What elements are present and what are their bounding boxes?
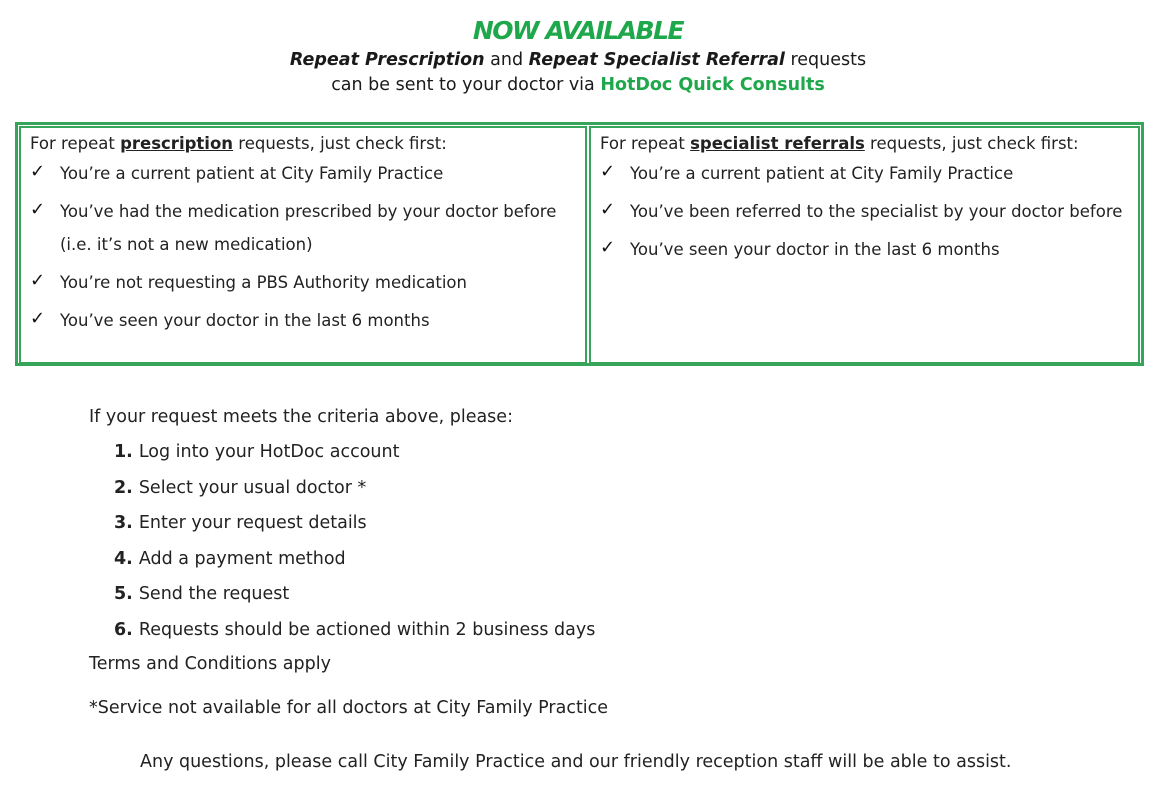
step-text: Send the request (138, 584, 290, 604)
step-number: 4. (114, 548, 133, 569)
checklist-item-text: You’re not requesting a PBS Authority medication (60, 273, 467, 292)
service-availability-note: *Service not available for all doctors at City Family Practice (89, 698, 609, 718)
repeat-prescription-label: Repeat Prescription (289, 50, 485, 70)
step-item (114, 581, 608, 607)
header-subtitle-line-1 (0, 48, 1156, 73)
step-number: 2. (114, 477, 133, 498)
step-text: Select your usual doctor * (138, 477, 367, 498)
heading-suffix: requests, just check first: (233, 134, 447, 153)
checklist-item-text: You’ve seen your doctor in the last 6 months (60, 311, 430, 330)
and-text: and (484, 50, 529, 70)
heading-prefix: For repeat (30, 134, 121, 153)
step-text: Requests should be actioned within 2 business days (138, 619, 596, 640)
header-subtitle-line-2 (0, 73, 1156, 98)
heading-prefix: For repeat (600, 134, 691, 153)
referral-criteria-column (589, 126, 1140, 364)
checkmark-icon: ✓ (30, 161, 46, 182)
step-item (114, 546, 608, 572)
terms-note: Terms and Conditions apply (89, 654, 331, 674)
sent-via-text: can be sent to your doctor via (331, 75, 601, 95)
hotdoc-quick-consults-label: HotDoc Quick Consults (600, 75, 825, 95)
step-number: 1. (114, 442, 133, 462)
checklist-item-text: You’re a current patient at City Family Practice (630, 164, 1014, 183)
prescription-criteria-heading (30, 133, 577, 155)
checklist-item-text (60, 200, 556, 256)
step-item (114, 439, 608, 465)
step-text: Log into your HotDoc account (138, 442, 400, 462)
checklist-item (30, 200, 577, 256)
step-item (114, 510, 608, 536)
checkmark-icon: ✓ (600, 237, 616, 258)
contact-footer-note: Any questions, please call City Family Practice and our friendly reception staff will be able to assist. (140, 752, 1012, 772)
checkmark-icon: ✓ (30, 199, 46, 220)
heading-keyword: specialist referrals (690, 134, 865, 153)
checklist-item (600, 162, 1130, 185)
checkmark-icon: ✓ (600, 199, 616, 220)
header (0, 14, 1156, 98)
instructions-section (89, 404, 608, 721)
prescription-criteria-column (19, 126, 587, 364)
instructions-steps (89, 439, 608, 643)
checklist-item (600, 200, 1130, 223)
checkmark-icon: ✓ (30, 308, 46, 329)
step-text: Enter your request details (138, 513, 367, 533)
step-item (114, 617, 608, 643)
instructions-intro: If your request meets the criteria above, please: (89, 407, 513, 427)
step-text: Add a payment method (138, 548, 346, 569)
criteria-table (15, 122, 1144, 366)
checklist-item-text-note: (i.e. it’s not a new medication) (60, 235, 313, 254)
checklist-item (30, 309, 577, 332)
step-number: 6. (114, 619, 133, 640)
checklist-item (600, 238, 1130, 261)
repeat-referral-label: Repeat Specialist Referral (528, 50, 785, 70)
checklist-item (30, 162, 577, 185)
referral-criteria-heading (600, 133, 1130, 155)
checkmark-icon: ✓ (30, 270, 46, 291)
heading-suffix: requests, just check first: (864, 134, 1079, 153)
checkmark-icon: ✓ (600, 161, 616, 182)
checklist-item-text: You’re a current patient at City Family Practice (60, 164, 444, 183)
step-item (114, 475, 608, 501)
checklist-item-text: You’ve seen your doctor in the last 6 months (630, 240, 1000, 259)
checklist-item (30, 271, 577, 294)
step-number: 5. (114, 584, 133, 604)
requests-text: requests (784, 50, 867, 70)
heading-keyword: prescription (120, 134, 234, 153)
checklist-item-text-main: You’ve had the medication prescribed by your doctor before (60, 202, 557, 221)
page-title: NOW AVAILABLE (472, 16, 684, 45)
step-number: 3. (114, 513, 133, 533)
checklist-item-text: You’ve been referred to the specialist by your doctor before (630, 202, 1123, 221)
